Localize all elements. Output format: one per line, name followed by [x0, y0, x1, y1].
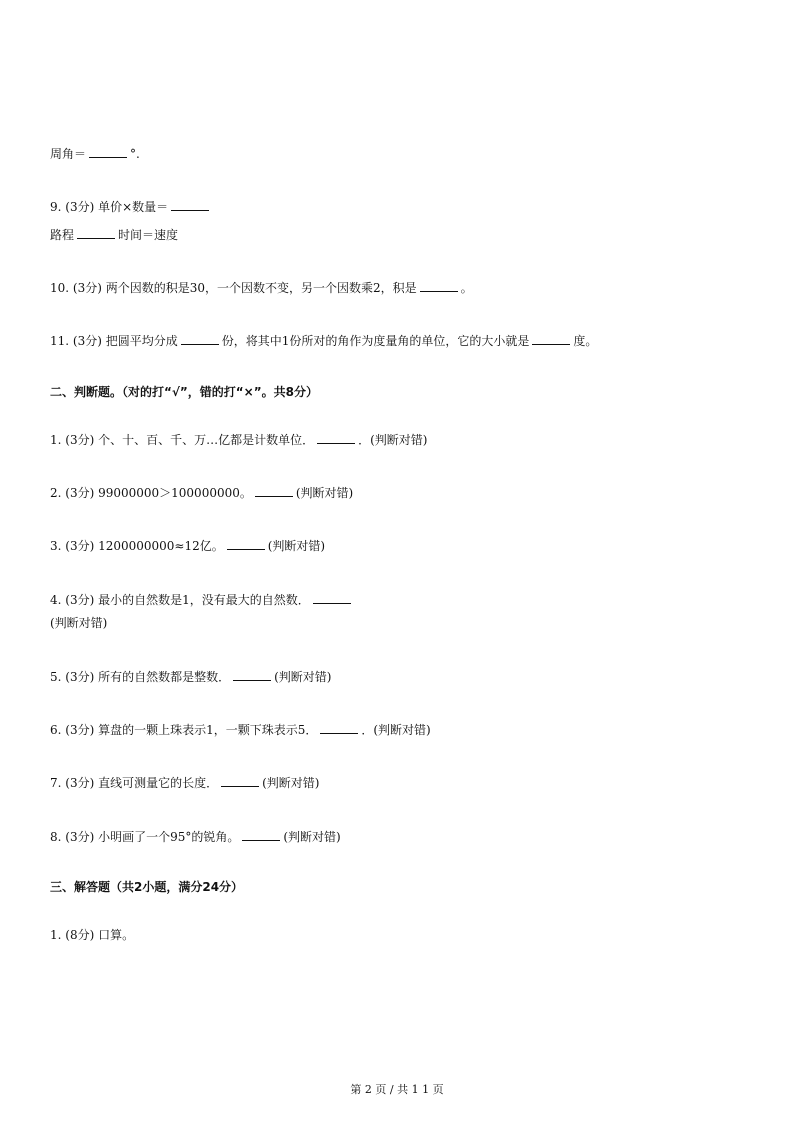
answer-blank[interactable] — [532, 333, 570, 345]
answer-blank[interactable] — [181, 333, 219, 345]
section-heading-3: 三、解答题（共2小题，满分24分） — [50, 880, 244, 894]
text: 份，将其中1份所对的角作为度量角的单位，它的大小就是 — [221, 334, 530, 348]
text: 4. (3分) 最小的自然数是1，没有最大的自然数． — [50, 593, 310, 607]
text: 7. (3分) 直线可测量它的长度． — [50, 776, 219, 790]
answer-blank[interactable] — [233, 669, 271, 681]
text: 。 — [460, 281, 473, 295]
page-footer: 第 2 页 / 共 1 1 页 — [350, 1083, 444, 1096]
text: 时间＝速度 — [118, 228, 179, 242]
judge-3 — [50, 538, 325, 554]
question-11 — [50, 333, 597, 349]
text: 8. (3分) 小明画了一个95°的锐角。 — [50, 830, 240, 844]
question-9 — [50, 199, 212, 215]
answer-blank[interactable] — [420, 280, 458, 292]
text: 9. (3分) 单价×数量＝ — [50, 200, 169, 214]
text: 3. (3分) 1200000000≈12亿。 — [50, 539, 224, 553]
text: 路程 — [50, 228, 75, 242]
answer-blank[interactable] — [89, 146, 127, 158]
judge-4 — [50, 592, 354, 608]
judge-5 — [50, 669, 331, 685]
text: 1. (3分) 个、十、百、千、万…亿都是计数单位． — [50, 433, 315, 447]
answer-blank[interactable] — [255, 485, 293, 497]
text: 10. (3分) 两个因数的积是30，一个因数不变，另一个因数乘2，积是 — [50, 281, 417, 295]
answer-blank[interactable] — [77, 227, 115, 239]
answer-blank[interactable] — [313, 592, 351, 604]
judge-1 — [50, 432, 427, 448]
text: 11. (3分) 把圆平均分成 — [50, 334, 178, 348]
judge-7 — [50, 775, 319, 791]
text: °. — [130, 147, 140, 161]
text: ．(判断对错) — [361, 723, 431, 737]
question-line — [50, 146, 140, 162]
judge-6 — [50, 722, 431, 738]
question-9-cont — [50, 227, 178, 243]
answer-blank[interactable] — [242, 829, 280, 841]
question-10 — [50, 280, 473, 296]
text: (判断对错) — [295, 486, 354, 500]
text: 2. (3分) 99000000＞100000000。 — [50, 486, 252, 500]
text: (判断对错) — [267, 539, 326, 553]
section-heading-2: 二、判断题。（对的打“√”，错的打“×”。共8分） — [50, 385, 318, 399]
answer-blank[interactable] — [171, 199, 209, 211]
text: (判断对错) — [274, 670, 332, 684]
text: 周角＝ — [50, 147, 87, 161]
judge-8 — [50, 829, 341, 845]
text: 6. (3分) 算盘的一颗上珠表示1，一颗下珠表示5． — [50, 723, 318, 737]
answer-blank[interactable] — [317, 432, 355, 444]
answer-blank[interactable] — [320, 722, 358, 734]
judge-4-cont: (判断对错) — [50, 616, 108, 630]
answer-blank[interactable] — [221, 775, 259, 787]
text: ．(判断对错) — [358, 433, 428, 447]
text: (判断对错) — [262, 776, 320, 790]
answer-question-1: 1. (8分) 口算。 — [50, 928, 135, 942]
text: 度。 — [573, 334, 598, 348]
answer-blank[interactable] — [227, 538, 265, 550]
text: 5. (3分) 所有的自然数都是整数． — [50, 670, 231, 684]
judge-2 — [50, 485, 353, 501]
text: (判断对错) — [283, 830, 341, 844]
